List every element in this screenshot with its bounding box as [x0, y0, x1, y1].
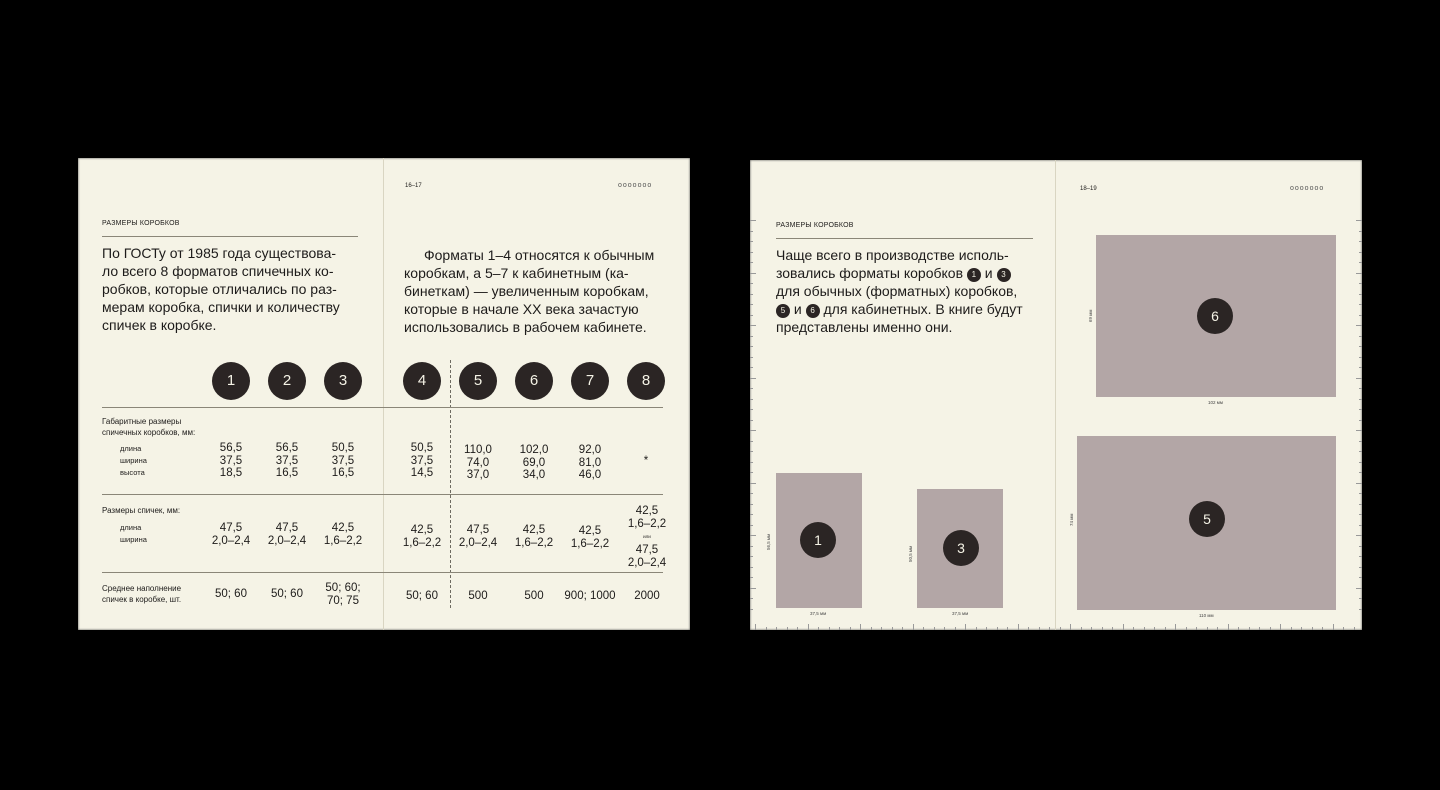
- ruler-tick: [750, 493, 753, 494]
- page-dots: ooooooo: [618, 182, 653, 189]
- ruler-tick: [750, 262, 753, 263]
- ruler-tick: [750, 367, 753, 368]
- format-divider: [450, 360, 451, 608]
- ruler-tick: [1359, 577, 1362, 578]
- cell-dimensions-6: [504, 444, 564, 482]
- text-line: робков, которые отличались по раз-: [102, 281, 337, 297]
- ruler-tick: [1081, 627, 1082, 630]
- ruler-tick: [1359, 451, 1362, 452]
- ruler-tick: [1018, 624, 1019, 630]
- text-line: бинеткам) — увеличенным коробкам,: [404, 283, 649, 299]
- ruler-tick: [902, 627, 903, 630]
- sublabel: ширина: [120, 456, 147, 465]
- value: 46,0: [578, 469, 602, 481]
- ruler-tick: [750, 451, 753, 452]
- cell-dimensions-5: [448, 444, 508, 482]
- ruler-tick: [750, 294, 753, 295]
- ruler-tick: [750, 577, 753, 578]
- format-badge-1: 1: [967, 268, 981, 282]
- ruler-tick: [1359, 252, 1362, 253]
- ruler-tick: [750, 409, 753, 410]
- ruler-tick: [1123, 624, 1124, 630]
- label-line: Среднее наполнение: [102, 584, 182, 593]
- cell-fill-6: [504, 590, 564, 603]
- format-badge-5: 5: [776, 304, 790, 318]
- ruler-tick: [750, 609, 753, 610]
- ruler-tick: [1186, 627, 1187, 630]
- label-line: Размеры спичек, мм:: [102, 506, 181, 515]
- ruler-tick: [787, 627, 788, 630]
- value: 16,5: [331, 467, 355, 479]
- value: 56,5: [275, 442, 299, 454]
- ruler-tick: [1359, 262, 1362, 263]
- ruler-tick: [871, 627, 872, 630]
- cell-fill-5: [448, 590, 508, 603]
- table-rule: [102, 407, 663, 408]
- cell-match-7: [560, 525, 620, 550]
- row-group-label: [102, 416, 195, 438]
- cell-dimensions-8: [616, 455, 676, 468]
- value: 110,0: [464, 444, 492, 456]
- value: 34,0: [522, 469, 546, 481]
- ruler-tick: [1359, 546, 1362, 547]
- value: 74,0: [466, 456, 490, 469]
- paragraph-left: [102, 244, 372, 334]
- ruler-tick: [1091, 627, 1092, 630]
- cell-match-8: [617, 505, 677, 569]
- cell-match-4: [392, 524, 452, 549]
- ruler-tick: [923, 627, 924, 630]
- format-circle-3: 3: [943, 530, 979, 566]
- section-label: РАЗМЕРЫ КОРОБКОВ: [776, 222, 854, 229]
- matchbox-format-1: [776, 473, 862, 608]
- ruler-tick: [1359, 514, 1362, 515]
- cell-fill-3: [313, 582, 373, 607]
- page-fold: [1055, 160, 1056, 630]
- ruler-tick: [1154, 627, 1155, 630]
- ruler-tick: [750, 283, 753, 284]
- cell-dimensions-3: [313, 442, 373, 480]
- ruler-tick: [1270, 627, 1271, 630]
- ruler-tick: [750, 525, 753, 526]
- page-number: 18–19: [1080, 186, 1097, 192]
- value: 1,6–2,2: [627, 517, 667, 530]
- value: 50; 60: [406, 590, 438, 602]
- ruler-tick: [1356, 483, 1362, 484]
- value: 2,0–2,4: [267, 534, 307, 547]
- cell-match-3: [313, 522, 373, 547]
- ruler-tick: [750, 588, 756, 589]
- cell-fill-8: [617, 590, 677, 603]
- sublabel: высота: [120, 468, 145, 477]
- text-line: ло всего 8 форматов спичечных ко-: [102, 263, 334, 279]
- ruler-tick: [750, 546, 753, 547]
- text: и: [793, 301, 802, 317]
- ruler-tick: [1359, 493, 1362, 494]
- ruler-tick: [750, 315, 753, 316]
- dimension-width: 37,5 мм: [952, 611, 969, 616]
- format-circle-3: 3: [324, 362, 362, 400]
- value: 37,0: [466, 469, 490, 481]
- ruler-tick: [1238, 627, 1239, 630]
- ruler-tick: [1343, 627, 1344, 630]
- cell-fill-4: [392, 590, 452, 603]
- ruler-tick: [1175, 624, 1176, 630]
- ruler-tick: [750, 472, 753, 473]
- ruler-tick: [1312, 627, 1313, 630]
- ruler-tick: [750, 304, 753, 305]
- text-line: которые в начале XX века зачастую: [404, 301, 639, 317]
- ruler-tick: [1359, 231, 1362, 232]
- value: 1,6–2,2: [402, 536, 442, 549]
- ruler-tick: [1228, 624, 1229, 630]
- value: 18,5: [219, 467, 243, 479]
- ruler-tick: [818, 627, 819, 630]
- text-line: [776, 264, 1056, 282]
- page-fold: [383, 158, 384, 630]
- ruler-tick: [750, 325, 756, 326]
- ruler-tick: [750, 220, 756, 221]
- ruler-bottom: [750, 624, 1362, 630]
- ruler-tick: [750, 535, 756, 536]
- ruler-tick: [1217, 627, 1218, 630]
- ruler-tick: [750, 399, 753, 400]
- dimension-width: 102 мм: [1208, 400, 1223, 405]
- format-circle-2: 2: [268, 362, 306, 400]
- value: 42,5: [522, 524, 546, 536]
- ruler-tick: [965, 624, 966, 630]
- value: 70; 75: [327, 594, 359, 607]
- ruler-tick: [750, 556, 753, 557]
- ruler-tick: [755, 624, 756, 630]
- table-rule: [102, 494, 663, 495]
- format-badge-3: 3: [997, 268, 1011, 282]
- ruler-tick: [1359, 556, 1362, 557]
- ruler-tick: [1359, 367, 1362, 368]
- ruler-tick: [1359, 409, 1362, 410]
- cell-match-6: [504, 524, 564, 549]
- matchbox-format-6: [1096, 235, 1336, 397]
- matchbox-format-3: [917, 489, 1003, 608]
- ruler-tick: [1359, 567, 1362, 568]
- value: 42,5: [578, 525, 602, 537]
- ruler-tick: [1359, 441, 1362, 442]
- ruler-tick: [860, 624, 861, 630]
- value: 81,0: [578, 456, 602, 469]
- ruler-tick: [1359, 598, 1362, 599]
- ruler-tick: [829, 627, 830, 630]
- ruler-tick: [1359, 399, 1362, 400]
- ruler-tick: [776, 627, 777, 630]
- ruler-tick: [1060, 627, 1061, 630]
- ruler-tick: [1165, 627, 1166, 630]
- ruler-tick: [1039, 627, 1040, 630]
- ruler-tick: [750, 336, 753, 337]
- ruler-tick: [750, 273, 756, 274]
- ruler-tick: [1028, 627, 1029, 630]
- text: и: [984, 265, 993, 281]
- dimension-height: 50,5 мм: [908, 545, 913, 562]
- ruler-tick: [1359, 315, 1362, 316]
- cell-dimensions-1: [201, 442, 261, 480]
- ruler-tick: [944, 627, 945, 630]
- ruler-tick: [1359, 472, 1362, 473]
- ruler-tick: [808, 624, 809, 630]
- ruler-tick: [1102, 627, 1103, 630]
- value: 900; 1000: [564, 590, 616, 602]
- ruler-tick: [1359, 525, 1362, 526]
- dimension-height: 74 мм: [1069, 513, 1074, 526]
- ruler-tick: [1291, 627, 1292, 630]
- value: 14,5: [410, 467, 434, 479]
- format-circle-6: 6: [1197, 298, 1233, 334]
- format-circle-5: 5: [1189, 501, 1225, 537]
- dimension-width: 110 мм: [1199, 613, 1214, 618]
- page-number: 16–17: [405, 183, 422, 189]
- ruler-tick: [1354, 627, 1355, 630]
- matchbox-format-5: [1077, 436, 1336, 610]
- value: 47,5: [219, 522, 243, 534]
- row-sublabels: [120, 522, 147, 546]
- ruler-right: [1356, 220, 1362, 620]
- ruler-tick: [1249, 627, 1250, 630]
- ruler-tick: [750, 483, 756, 484]
- value: 47,5: [275, 522, 299, 534]
- format-circle-1: 1: [212, 362, 250, 400]
- text-line: коробкам, а 5–7 к кабинетным (ка-: [404, 265, 629, 281]
- ruler-tick: [750, 462, 753, 463]
- value: 2,0–2,4: [458, 536, 498, 549]
- ruler-tick: [766, 627, 767, 630]
- cell-match-1: [201, 522, 261, 547]
- value: 50,5: [331, 442, 355, 454]
- value: 50; 60: [271, 588, 303, 600]
- value: 47,5: [635, 544, 659, 556]
- paragraph: [776, 246, 1056, 336]
- cell-match-5: [448, 524, 508, 549]
- value: 37,5: [410, 454, 434, 467]
- label-line: спичечных коробков, мм:: [102, 428, 196, 437]
- ruler-tick: [750, 378, 756, 379]
- value: 1,6–2,2: [514, 536, 554, 549]
- ruler-tick: [1356, 325, 1362, 326]
- cell-dimensions-2: [257, 442, 317, 480]
- dimension-height: 56,5 мм: [766, 533, 771, 550]
- row-group-label: [102, 583, 181, 605]
- ruler-tick: [850, 627, 851, 630]
- text-line: для обычных (форматных) коробков,: [776, 283, 1018, 299]
- value: 500: [524, 590, 544, 602]
- ruler-tick: [1359, 420, 1362, 421]
- value: 69,0: [522, 456, 546, 469]
- dimension-height: 69 мм: [1088, 309, 1093, 322]
- value: 37,5: [331, 454, 355, 467]
- cell-fill-7: [560, 590, 620, 603]
- ruler-tick: [797, 627, 798, 630]
- text-line: Форматы 1–4 относятся к обычным: [424, 247, 655, 263]
- ruler-tick: [1359, 294, 1362, 295]
- value: 2,0–2,4: [211, 534, 251, 547]
- table-rule: [102, 572, 663, 573]
- ruler-tick: [1356, 535, 1362, 536]
- ruler-tick: [750, 504, 753, 505]
- row-group-label: [102, 505, 180, 516]
- value: 16,5: [275, 467, 299, 479]
- ruler-tick: [1359, 462, 1362, 463]
- format-circle-1: 1: [800, 522, 836, 558]
- left-spread: [78, 158, 690, 630]
- format-circle-7: 7: [571, 362, 609, 400]
- cell-fill-2: [257, 588, 317, 601]
- ruler-tick: [1359, 283, 1362, 284]
- sublabel: длина: [120, 523, 142, 532]
- ruler-tick: [1144, 627, 1145, 630]
- ruler-tick: [1359, 241, 1362, 242]
- ruler-tick: [1359, 304, 1362, 305]
- value: 102,0: [519, 444, 549, 456]
- value: *: [643, 455, 649, 467]
- ruler-tick: [997, 627, 998, 630]
- row-sublabels: [120, 443, 147, 479]
- value: 50; 60;: [325, 582, 361, 594]
- ruler-tick: [750, 231, 753, 232]
- format-circle-5: 5: [459, 362, 497, 400]
- cell-fill-1: [201, 588, 261, 601]
- cell-dimensions-7: [560, 444, 620, 482]
- value: 2000: [634, 590, 660, 602]
- ruler-tick: [1280, 624, 1281, 630]
- value: 42,5: [331, 522, 355, 534]
- ruler-tick: [1196, 627, 1197, 630]
- text-line: представлены именно они.: [776, 319, 953, 335]
- text-line: использовались в рабочем кабинете.: [404, 319, 647, 335]
- text-line: По ГОСТу от 1985 года существова-: [102, 245, 337, 261]
- ruler-left: [750, 220, 756, 620]
- cell-match-2: [257, 522, 317, 547]
- ruler-tick: [750, 567, 753, 568]
- value: 50,5: [410, 442, 434, 454]
- value: 37,5: [275, 454, 299, 467]
- ruler-tick: [1049, 627, 1050, 630]
- sublabel: длина: [120, 444, 142, 453]
- ruler-tick: [750, 430, 756, 431]
- ruler-tick: [1359, 504, 1362, 505]
- ruler-tick: [750, 357, 753, 358]
- ruler-tick: [1359, 336, 1362, 337]
- ruler-tick: [1301, 627, 1302, 630]
- ruler-tick: [750, 388, 753, 389]
- right-spread: [750, 160, 1362, 630]
- ruler-tick: [1359, 388, 1362, 389]
- ruler-tick: [1359, 357, 1362, 358]
- ruler-tick: [1322, 627, 1323, 630]
- value-or: или: [643, 534, 651, 539]
- ruler-tick: [750, 252, 753, 253]
- ruler-tick: [955, 627, 956, 630]
- format-badge-6: 6: [806, 304, 820, 318]
- ruler-tick: [881, 627, 882, 630]
- ruler-tick: [1133, 627, 1134, 630]
- ruler-tick: [1359, 609, 1362, 610]
- section-rule: [102, 236, 358, 237]
- ruler-tick: [839, 627, 840, 630]
- section-rule: [776, 238, 1033, 239]
- text: зовались форматы коробков: [776, 265, 964, 281]
- ruler-tick: [750, 346, 753, 347]
- ruler-tick: [934, 627, 935, 630]
- text-line: [776, 300, 1056, 318]
- text: для кабинетных. В книге будут: [823, 301, 1023, 317]
- text-line: мерам коробка, спички и количеству: [102, 299, 340, 315]
- ruler-tick: [1259, 627, 1260, 630]
- value: 2,0–2,4: [627, 556, 667, 569]
- page-dots: ooooooo: [1290, 185, 1325, 192]
- ruler-tick: [1007, 627, 1008, 630]
- value: 42,5: [410, 524, 434, 536]
- ruler-tick: [1359, 346, 1362, 347]
- value: 1,6–2,2: [323, 534, 363, 547]
- ruler-tick: [892, 627, 893, 630]
- ruler-tick: [1207, 627, 1208, 630]
- text-line: спичек в коробке.: [102, 317, 217, 333]
- format-circle-6: 6: [515, 362, 553, 400]
- section-label: РАЗМЕРЫ КОРОБКОВ: [102, 220, 180, 227]
- ruler-tick: [750, 514, 753, 515]
- ruler-tick: [1333, 624, 1334, 630]
- ruler-tick: [750, 441, 753, 442]
- text-line: Чаще всего в производстве исполь-: [776, 247, 1009, 263]
- format-circle-4: 4: [403, 362, 441, 400]
- value: 1,6–2,2: [570, 537, 610, 550]
- cell-dimensions-4: [392, 442, 452, 480]
- value: 50; 60: [215, 588, 247, 600]
- value: 500: [468, 590, 488, 602]
- ruler-tick: [1112, 627, 1113, 630]
- label-line: спичек в коробке, шт.: [102, 595, 182, 604]
- sublabel: ширина: [120, 535, 147, 544]
- value: 56,5: [219, 442, 243, 454]
- ruler-tick: [986, 627, 987, 630]
- ruler-tick: [1070, 624, 1071, 630]
- ruler-tick: [1356, 220, 1362, 221]
- dimension-width: 37,5 мм: [810, 611, 827, 616]
- paragraph-right: [404, 246, 674, 336]
- ruler-tick: [750, 598, 753, 599]
- value: 42,5: [635, 505, 659, 517]
- ruler-tick: [1356, 273, 1362, 274]
- value: 47,5: [466, 524, 490, 536]
- ruler-tick: [750, 241, 753, 242]
- value: 37,5: [219, 454, 243, 467]
- ruler-tick: [750, 420, 753, 421]
- ruler-tick: [1356, 430, 1362, 431]
- ruler-tick: [976, 627, 977, 630]
- format-circle-8: 8: [627, 362, 665, 400]
- value: 92,0: [578, 444, 602, 456]
- ruler-tick: [1356, 378, 1362, 379]
- label-line: Габаритные размеры: [102, 417, 182, 426]
- ruler-tick: [913, 624, 914, 630]
- ruler-tick: [1356, 588, 1362, 589]
